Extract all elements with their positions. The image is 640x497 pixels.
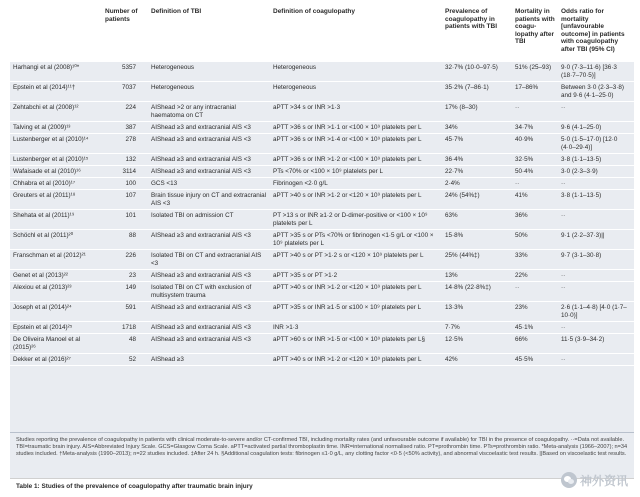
cell-mortality: 40·9% — [512, 134, 558, 154]
cell-number: 3114 — [102, 166, 148, 178]
cell-mortality: ·· — [512, 282, 558, 302]
cell-coagulopathy-definition: aPTT >36 s or INR >1·4 or <100 × 10⁹ platelets per L — [270, 134, 442, 154]
cell-odds-ratio: ·· — [558, 102, 634, 122]
header-definition-of-coagulopathy: Definition of coagulopathy — [273, 8, 355, 15]
cell-mortality: 34·7% — [512, 122, 558, 134]
cell-odds-ratio: 9·6 (4·1–25·0) — [558, 122, 634, 134]
table-row — [10, 62, 634, 82]
table-body — [10, 62, 634, 366]
cell-number: 224 — [102, 102, 148, 122]
header-number-of-patients: Number of patients — [105, 8, 138, 23]
cell-number: 107 — [102, 190, 148, 210]
cell-study: Greuters et al (2011)¹⁸ — [10, 190, 102, 210]
cell-coagulopathy-definition: aPTT >40 s or INR >1·2 or <120 × 10⁹ platelets per L — [270, 282, 442, 302]
cell-study: Epstein et al (2014)¹¹† — [10, 82, 102, 102]
cell-prevalence: 45·7% — [442, 134, 512, 154]
cell-mortality: 45·5% — [512, 354, 558, 366]
cell-coagulopathy-definition: Heterogeneous — [270, 82, 442, 102]
cell-prevalence: 35·2% (7–86·1) — [442, 82, 512, 102]
table-row — [10, 190, 634, 210]
header-study — [10, 4, 102, 62]
cell-study: Harhangi et al (2008)¹⁰* — [10, 62, 102, 82]
cell-coagulopathy-definition: aPTT >60 s or INR >1·5 or <100 × 10⁹ platelets per L§ — [270, 334, 442, 354]
cell-study: Lustenberger et al (2010)¹⁴ — [10, 134, 102, 154]
cell-number: 100 — [102, 178, 148, 190]
cell-mortality: 50·4% — [512, 166, 558, 178]
cell-study: Chhabra et al (2010)¹⁷ — [10, 178, 102, 190]
cell-tbi-definition: AIShead >2 or any intracranial haematoma on CT — [148, 102, 270, 122]
table-row — [10, 154, 634, 166]
cell-mortality: 51% (25–93) — [512, 62, 558, 82]
cell-prevalence: 15·8% — [442, 230, 512, 250]
cell-odds-ratio: ·· — [558, 322, 634, 334]
header-mortality: Mortality in patients with coagu-lopathy after TBI — [515, 8, 555, 46]
table-row — [10, 322, 634, 334]
cell-mortality: 45·1% — [512, 322, 558, 334]
cell-prevalence: 42% — [442, 354, 512, 366]
cell-odds-ratio: ·· — [558, 282, 634, 302]
cell-number: 5357 — [102, 62, 148, 82]
cell-prevalence: 25% (44%‡) — [442, 250, 512, 270]
cell-study: Genet et al (2013)²² — [10, 270, 102, 282]
cell-prevalence: 7·7% — [442, 322, 512, 334]
cell-study: Wafaisade et al (2010)¹⁶ — [10, 166, 102, 178]
table-row — [10, 166, 634, 178]
cell-tbi-definition: AIShead ≥3 and extracranial AIS <3 — [148, 322, 270, 334]
cell-odds-ratio: 11·5 (3·9–34·2) — [558, 334, 634, 354]
table-row — [10, 250, 634, 270]
cell-mortality: 66% — [512, 334, 558, 354]
header-definition-of-tbi: Definition of TBI — [151, 8, 202, 15]
cell-coagulopathy-definition: aPTT >34 s or INR >1·3 — [270, 102, 442, 122]
cell-study: Lustenberger et al (2010)¹⁵ — [10, 154, 102, 166]
cell-study: Joseph et al (2014)²⁴ — [10, 302, 102, 322]
table-row — [10, 334, 634, 354]
cell-coagulopathy-definition: aPTT >40 s or PT >1·2 s or <120 × 10⁹ platelets per L — [270, 250, 442, 270]
chat-bubble-icon — [561, 472, 577, 488]
cell-odds-ratio: 3·0 (2·3–3·9) — [558, 166, 634, 178]
cell-tbi-definition: AIShead ≥3 and extracranial AIS <3 — [148, 166, 270, 178]
cell-prevalence: 17% (8–30) — [442, 102, 512, 122]
table-row — [10, 134, 634, 154]
cell-tbi-definition: GCS <13 — [148, 178, 270, 190]
cell-coagulopathy-definition: aPTT >36 s or INR >1·1 or <100 × 10⁹ platelets per L — [270, 122, 442, 134]
cell-mortality: ·· — [512, 178, 558, 190]
cell-number: 52 — [102, 354, 148, 366]
cell-odds-ratio: ·· — [558, 354, 634, 366]
table-row — [10, 210, 634, 230]
cell-tbi-definition: AIShead ≥3 and extracranial AIS <3 — [148, 122, 270, 134]
cell-number: 48 — [102, 334, 148, 354]
table-row — [10, 102, 634, 122]
cell-number: 23 — [102, 270, 148, 282]
cell-study: Schöchl et al (2011)²⁰ — [10, 230, 102, 250]
cell-number: 101 — [102, 210, 148, 230]
cell-prevalence: 12·5% — [442, 334, 512, 354]
table-row — [10, 122, 634, 134]
cell-study: Epstein et al (2014)²⁵ — [10, 322, 102, 334]
cell-tbi-definition: Brain tissue injury on CT and extracranial AIS <3 — [148, 190, 270, 210]
cell-prevalence: 24% (54%‡) — [442, 190, 512, 210]
cell-number: 226 — [102, 250, 148, 270]
table-container — [10, 4, 634, 432]
cell-prevalence: 13% — [442, 270, 512, 282]
cell-number: 132 — [102, 154, 148, 166]
cell-number: 149 — [102, 282, 148, 302]
cell-odds-ratio: ·· — [558, 210, 634, 230]
cell-odds-ratio: ·· — [558, 178, 634, 190]
table-footnote: Studies reporting the prevalence of coagulopathy in patients with clinical moderate-to-severe and/or CT-confirmed TBI, including mortality rates (and unfavourable outcome if available) for TBI in the presence of coagulopathy. ··=Data not available. TBI=traumatic brain injury. AIS=Abbreviated Injury Scale. GCS=Glasgow Coma Scale. aPTT=activated partial thromboplastin time. INR=international normalised ratio. PT=prothrombin time. PTs=prothrombin ratio. *Meta-analysis (1966–2007); n=34 studies included. †Meta-analysis (1990–2013); n=22 studies included. ‡After 24 h. §Additional coagulation tests: fibrinogen ≤1·0 g/L, any clotting factor <0·5 (<50% activity), and abnormal viscoelastic test results. ||Based on viscoelastic test results. — [10, 432, 634, 478]
cell-mortality: 33% — [512, 250, 558, 270]
cell-mortality: 17–86% — [512, 82, 558, 102]
cell-prevalence: 34% — [442, 122, 512, 134]
cell-tbi-definition: Isolated TBI on CT and extracranial AIS <3 — [148, 250, 270, 270]
cell-tbi-definition: Heterogeneous — [148, 82, 270, 102]
header-prevalence: Prevalence of coagulopathy in patients with TBI — [445, 8, 497, 31]
table-header-row — [10, 4, 634, 62]
cell-coagulopathy-definition: aPTT >35 s or PTs <70% or fibrinogen <1·5 g/L or <100 × 10⁹ platelets per L — [270, 230, 442, 250]
cell-number: 88 — [102, 230, 148, 250]
cell-mortality: 32·5% — [512, 154, 558, 166]
cell-prevalence: 32·7% (10·0–97·5) — [442, 62, 512, 82]
cell-coagulopathy-definition: PT >13 s or INR ≥1·2 or D-dimer-positive or <100 × 10⁹ platelets per L — [270, 210, 442, 230]
cell-tbi-definition: AIShead ≥3 and extracranial AIS <3 — [148, 270, 270, 282]
table-caption: Table 1: Studies of the prevalence of coagulopathy after traumatic brain injury — [10, 478, 634, 493]
cell-mortality: 23% — [512, 302, 558, 322]
cell-mortality: 22% — [512, 270, 558, 282]
studies-table — [10, 4, 634, 366]
cell-number: 7037 — [102, 82, 148, 102]
cell-odds-ratio: 3·8 (1·1–13·5) — [558, 190, 634, 210]
watermark-text: 神外资讯 — [579, 473, 628, 488]
table-row — [10, 302, 634, 322]
cell-coagulopathy-definition: Heterogeneous — [270, 62, 442, 82]
cell-number: 278 — [102, 134, 148, 154]
cell-odds-ratio: 9·7 (3·1–30·8) — [558, 250, 634, 270]
cell-coagulopathy-definition: aPTT >36 s or INR >1·2 or <100 × 10⁹ platelets per L — [270, 154, 442, 166]
cell-prevalence: 22·7% — [442, 166, 512, 178]
cell-mortality: 50% — [512, 230, 558, 250]
cell-mortality: 41% — [512, 190, 558, 210]
cell-odds-ratio: 5·0 (1·5–17·0) [12·0 (4·0–29·4)] — [558, 134, 634, 154]
cell-number: 591 — [102, 302, 148, 322]
cell-study: Shehata et al (2011)¹⁹ — [10, 210, 102, 230]
cell-prevalence: 2·4% — [442, 178, 512, 190]
cell-coagulopathy-definition: INR >1·3 — [270, 322, 442, 334]
cell-study: Talving et al (2009)¹³ — [10, 122, 102, 134]
table-row — [10, 82, 634, 102]
cell-number: 1718 — [102, 322, 148, 334]
cell-study: Zehtabchi et al (2008)¹² — [10, 102, 102, 122]
cell-mortality: ·· — [512, 102, 558, 122]
cell-tbi-definition: Isolated TBI on admission CT — [148, 210, 270, 230]
cell-odds-ratio: Between 3·0 (2·3–3·8) and 9·6 (4·1–25·0) — [558, 82, 634, 102]
cell-coagulopathy-definition: Fibrinogen <2·0 g/L — [270, 178, 442, 190]
cell-tbi-definition: AIShead ≥3 — [148, 354, 270, 366]
cell-coagulopathy-definition: aPTT >40 s or INR >1·2 or <120 × 10⁹ platelets per L — [270, 354, 442, 366]
cell-prevalence: 13·3% — [442, 302, 512, 322]
cell-study: Dekker et al (2016)²⁷ — [10, 354, 102, 366]
cell-odds-ratio: 9·0 (7·3–11·6) [36·3 (18·7–70·5)] — [558, 62, 634, 82]
cell-odds-ratio: 2·6 (1·1–4·8) [4·0 (1·7–10·0)] — [558, 302, 634, 322]
cell-study: Alexiou et al (2013)²³ — [10, 282, 102, 302]
table-row — [10, 270, 634, 282]
cell-coagulopathy-definition: aPTT >40 s or INR >1·2 or <120 × 10⁹ platelets per L — [270, 190, 442, 210]
cell-tbi-definition: Heterogeneous — [148, 62, 270, 82]
cell-tbi-definition: AIShead ≥3 and extracranial AIS <3 — [148, 134, 270, 154]
cell-prevalence: 63% — [442, 210, 512, 230]
cell-odds-ratio: 9·1 (2·2–37·3)|| — [558, 230, 634, 250]
header-odds-ratio: Odds ratio for mortality [unfavourable outcome] in patients with coagulopathy after TBI (95% CI) — [561, 8, 625, 53]
cell-mortality: 36% — [512, 210, 558, 230]
table-row — [10, 230, 634, 250]
cell-study: De Oliveira Manoel et al (2015)²⁶ — [10, 334, 102, 354]
cell-tbi-definition: AIShead ≥3 and extracranial AIS <3 — [148, 302, 270, 322]
cell-odds-ratio: ·· — [558, 270, 634, 282]
cell-tbi-definition: AIShead ≥3 and extracranial AIS <3 — [148, 154, 270, 166]
cell-odds-ratio: 3·8 (1·1–13·5) — [558, 154, 634, 166]
table-row — [10, 354, 634, 366]
cell-coagulopathy-definition: PTs <70% or <100 × 10⁹ platelets per L — [270, 166, 442, 178]
table-row — [10, 178, 634, 190]
table-row — [10, 282, 634, 302]
cell-prevalence: 14·8% (22·8%‡) — [442, 282, 512, 302]
cell-tbi-definition: Isolated TBI on CT with exclusion of multisystem trauma — [148, 282, 270, 302]
cell-number: 387 — [102, 122, 148, 134]
watermark — [561, 470, 628, 490]
cell-tbi-definition: AIShead ≥3 and extracranial AIS <3 — [148, 230, 270, 250]
cell-coagulopathy-definition: aPTT >35 s or INR ≥1·5 or ≤100 × 10⁹ platelets per L — [270, 302, 442, 322]
cell-tbi-definition: AIShead ≥3 and extracranial AIS <3 — [148, 334, 270, 354]
cell-coagulopathy-definition: aPTT >35 s or PT >1·2 — [270, 270, 442, 282]
cell-study: Franschman et al (2012)²¹ — [10, 250, 102, 270]
cell-prevalence: 36·4% — [442, 154, 512, 166]
